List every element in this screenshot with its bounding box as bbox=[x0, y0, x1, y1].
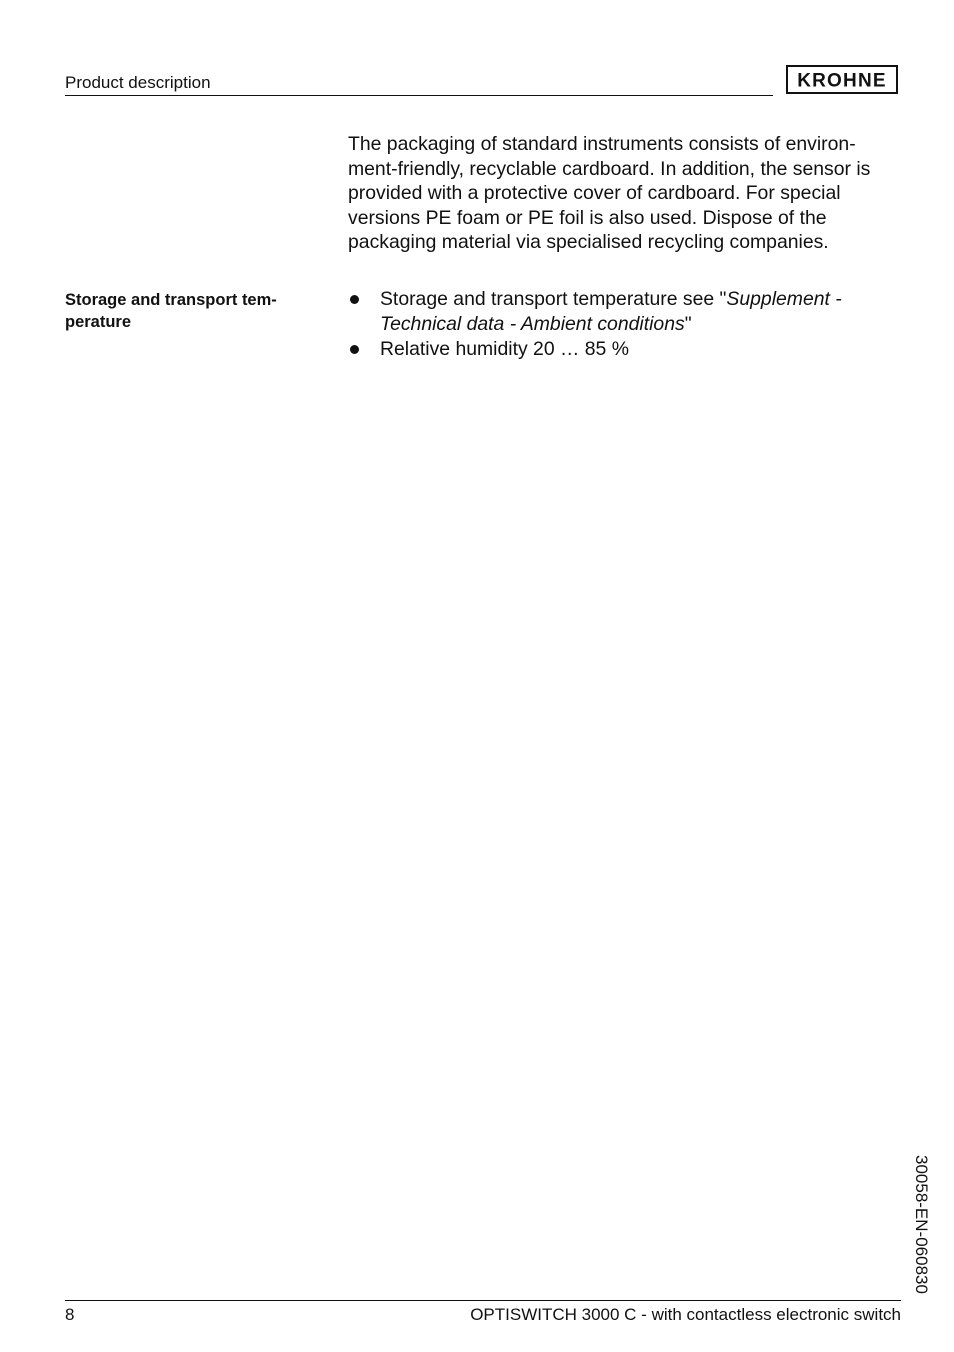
header-rule bbox=[65, 95, 773, 96]
paragraph-line: versions PE foam or PE foil is also used. Dispose of the bbox=[348, 206, 827, 229]
packaging-paragraph bbox=[348, 132, 908, 255]
supplement-reference: Technical data - Ambient conditions bbox=[380, 312, 685, 335]
bullet-text: Storage and transport temperature see " bbox=[380, 288, 727, 310]
bullet-dot-icon bbox=[350, 295, 359, 304]
krohne-logo-mark bbox=[790, 70, 894, 90]
heading-line: Storage and transport tem- bbox=[65, 291, 277, 309]
document-code: 30058-EN-060830 bbox=[912, 1155, 931, 1294]
heading-line: perature bbox=[65, 313, 132, 331]
paragraph-line: provided with a protective cover of cardboard. For special bbox=[348, 182, 841, 205]
header-section-title: Product description bbox=[65, 73, 211, 92]
list-item-storage-temperature bbox=[348, 287, 908, 336]
bullet-text: " bbox=[684, 312, 692, 335]
krohne-logo bbox=[786, 65, 898, 94]
bullet-dot-icon bbox=[350, 345, 359, 354]
supplement-reference: Supplement - bbox=[726, 288, 842, 310]
storage-side-heading bbox=[65, 289, 315, 333]
paragraph-line: packaging material via specialised recycling companies. bbox=[348, 231, 829, 254]
paragraph-line: ment-friendly, recyclable cardboard. In addition, the sensor is bbox=[348, 157, 871, 180]
footer-rule bbox=[65, 1300, 901, 1301]
bullet-text: Relative humidity 20 … 85 % bbox=[380, 338, 629, 361]
list-item-relative-humidity bbox=[348, 337, 908, 362]
bullet-line bbox=[380, 287, 908, 312]
document-title: OPTISWITCH 3000 C - with contactless electronic switch bbox=[470, 1305, 901, 1324]
svg-text:KROHNE: KROHNE bbox=[797, 70, 887, 90]
bullet-line bbox=[380, 312, 908, 337]
storage-bullet-list bbox=[348, 287, 908, 362]
page-number: 8 bbox=[65, 1305, 75, 1324]
paragraph-line: The packaging of standard instruments consists of environ- bbox=[348, 133, 856, 155]
